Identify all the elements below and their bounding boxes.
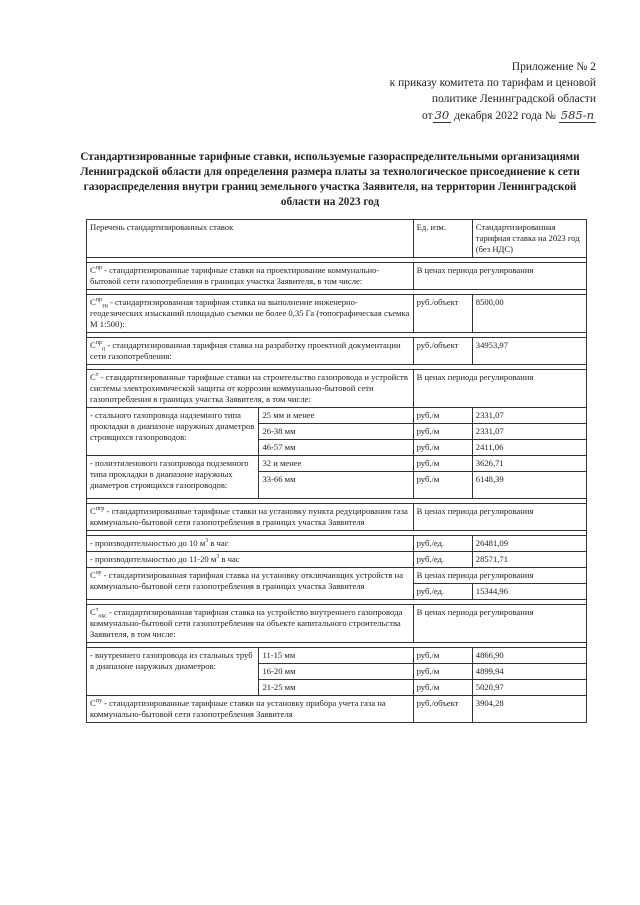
table-row: - производительностью до 10 $м^3$ в час руб./ед. 26481,09: [87, 536, 587, 552]
annex-header: [346, 59, 596, 124]
rates-table: [86, 219, 587, 723]
annex-date: от 30 декабря 2022 года № 585-п: [421, 108, 594, 122]
table-row: - внутреннего газопровода из стальных труб в диапазоне наружных диаметров: 11-15 мм руб./м 4866,90: [87, 648, 587, 664]
table-row: руб./ед. 15344,96: [87, 584, 587, 600]
table-row: $С^{пгр}$ - стандартизированные тарифные ставки на установку пункта редуцирования газа коммунально-бытовой сети газопотребления в границах участка Заявителя В ценах периода регулирования: [87, 504, 587, 531]
table-row: - полиэтиленового газопровода подземного типа прокладки в диапазоне наружных диаметров строящихся газопроводов: 32 и менее руб./м 3626,71: [87, 456, 587, 472]
table-row: $С^{пр}_{ти}$ - стандартизированная тарифная ставка на выполнение инженерно-геодезических изысканий площадью съемки не более 0,35 Га (топографическая съемка М 1:500): руб./объект 8500,00: [87, 295, 587, 333]
table-row: 16-20 мм руб./м 4899,94: [87, 664, 587, 680]
handwritten-number: 585-п: [560, 108, 594, 122]
table-row: $С^{пу}$ - стандартизированные тарифные ставки на установку прибора учета газа на коммунально-бытовой сети газопотребления Заявителя руб./объект 3904,28: [87, 696, 587, 723]
table-row: 33-66 мм руб./м 6148,39: [87, 472, 587, 499]
table-header: [87, 220, 587, 258]
table-row: $С^{пр}$ - стандартизированные тарифные ставки на проектирование коммунально-бытовой сети газопотребления в границах участка Заявителя, в том числе: В ценах периода регулирования: [87, 263, 587, 290]
annex-title: Приложение № 2: [511, 61, 596, 73]
header-rate: Стандартизированная тарифная ставка на 2023 год (без НДС): [472, 220, 586, 258]
table-row: - производительностью до 11-20 $м^3$ в час руб./ед. 28571,71: [87, 552, 587, 568]
table-row: 46-57 мм руб./м 2411,06: [87, 440, 587, 456]
annex-committee: политике Ленинградской области: [431, 93, 596, 105]
table-row: $С^т$ - стандартизированные тарифные ставки на строительство газопровода и устройств системы электрохимической защиты от коррозии коммунально-бытовой сети газопотребления в границах участка Заявителя, в том числе: В ценах периода регулирования: [87, 370, 587, 408]
table-row: $С^т_{окс}$ - стандартизированная тарифная ставка на устройство внутреннего газопровода коммунально-бытовой сети газопотребления на объекте капитального строительства Заявителя, в том числе: В ценах периода регулирования: [87, 605, 587, 643]
document-title: Стандартизированные тарифные ставки, используемые газораспределительными организациями Ленинградской области для определения размера платы за технологическое присоединение к сети газораспределения внутри границ земельного участка Заявителя, на территории Ленинградской области на 2023 год: [80, 151, 580, 208]
table-row: $С^{пр}_п$ - стандартизированная тарифная ставка на разработку проектной документации сети газопотребления: руб./объект 34953,97: [87, 338, 587, 365]
handwritten-day: 30: [434, 108, 450, 122]
table-row: - стального газопровода надземного типа прокладки в диапазоне наружных диаметров строящихся газопроводов: 25 мм и менее руб./м 2331,07: [87, 408, 587, 424]
header-list: Перечень стандартизированных ставок: [87, 220, 414, 258]
table-row: $С^{оу}$ - стандартизированная тарифная ставка на установку отключающих устройств на коммунально-бытовой сети газопотребления в границах участка Заявителя В ценах периода регулирования: [87, 568, 587, 584]
table-row: 21-25 мм руб./м 5020,97: [87, 680, 587, 696]
header-unit: Ед. изм.: [413, 220, 472, 258]
annex-order: к приказу комитета по тарифам и ценовой: [389, 77, 596, 89]
table-row: 26-38 мм руб./м 2331,07: [87, 424, 587, 440]
